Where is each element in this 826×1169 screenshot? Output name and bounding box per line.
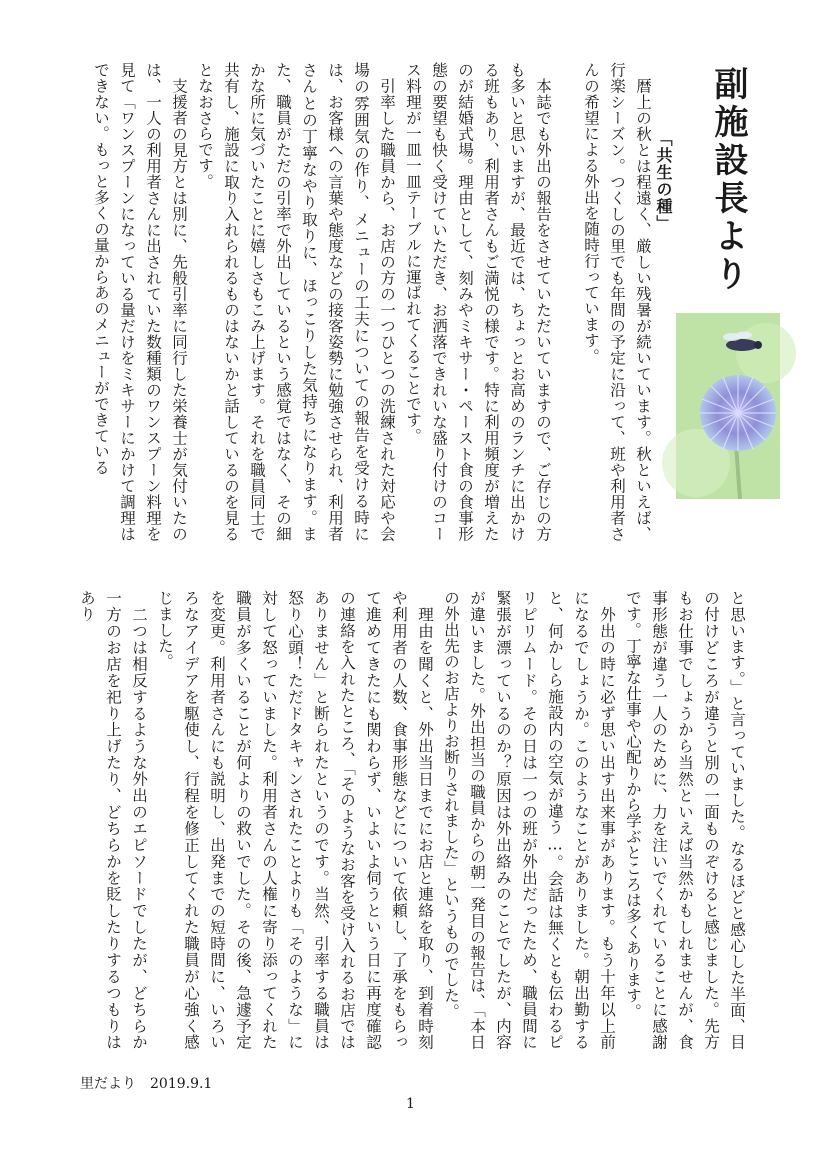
newsletter-footer: 里だより 2019.9.1 <box>80 1076 213 1092</box>
flower-bee-illustration <box>676 313 780 499</box>
main-text-top: 本誌でも外出の報告をさせていただいていますので、ご存じの方も多いと思いますが、最近では、ちょっとお高めのランチに出かける班もあり、利用者さんもご満悦の様です。特に利用頻度が増えたのが結婚式場。理由として、刻みやミキサー・ペースト食の食事形態の要望も快く受けていただき、お洒落できれいな盛り付けのコース料理が一皿一皿テーブルに運ばれてくることです。 引率した職員から、お店の方の一つひとつの洗練された対応や会場の雰囲気の作り、メニューの工夫についての報告を受ける時には、お客様への言葉や態度などの接客姿勢に勉強させられ、利用者さんとの丁寧なやり取りに、ほっこりした気持ちになります。また、職員がただの引率で外出しているという感覚ではなく、その細かな所に気づいたことに嬉しさもこみ上げます。それを職員同士で共有し、施設に取り入れられるものはないかと話しているのを見るとなおさらです。 支援者の見方とは別に、先般引率に同行した栄養士が気付いたのは、一人の利用者さんに出されていた数種類のワンスプーン料理を見て「ワンスプーンになっている量だけをミキサーにかけて調理はできない。もっと多くの量からあのメニューができている <box>92 62 552 542</box>
page-number: 1 <box>406 1096 415 1112</box>
thistle-flower <box>700 375 776 451</box>
page-title: 副施設長より <box>708 66 748 294</box>
main-text-bottom: と思います。」と言っていました。なるほどと感心した半面、目の付けどころが違うと別の一面ものぞけると感じました。先方もお仕事でしょうから当然といえば当然かもしれませんが、食事形態が違う一人のために、力を注いでくれていることに感謝です。丁寧な仕事や心配りから学ぶところは多くあります。 外出の時に必ず思い出す出来事があります。もう十年以上前になるでしょうか。このようなことがありました。朝出勤すると、何かしら施設内の空気が違う…。会話は無くとも伝わるピリピリムード。その日は一つの班が外出だったため、職員間に緊張が漂っているのか？原因は外出絡みのことでしたが、内容が違いました。外出担当の職員からの朝一発目の報告は、「本日の外出先のお店よりお断りされました」というものでした。 理由を聞くと、外出当日までにお店と連絡を取り、到着時刻や利用者の人数、食事形態などについて依頼し、了承をもらって進めてきたにも関わらず、いよいよ伺うという日に再度確認の連絡を入れたところ、「そのようなお客を受け入れるお店ではありません」と断られたというのです。当然、引率する職員は怒り心頭！ただドタキャンされたことよりも「そのような」に対して怒っていました。利用者さんの人権に寄り添ってくれた職員が多くいることが何よりの救いでした。その後、急遽予定を変更。利用者さんにも説明し、出発までの短時間に、いろいろなアイデアを駆使し、行程を修正してくれた職員が心強く感じました。 二つは相反するような外出のエピソードでしたが、どちらか一方のお店を祀り上げたり、どちらかを貶したりするつもりはあり <box>78 590 746 1050</box>
flower-photo <box>676 313 780 499</box>
intro-paragraph: 暦上の秋とは程遠く、厳しい残暑が続いています。秋といえば、行楽シーズン。つくしの里でも年間の予定に沿って、班や利用者さんの希望による外出を随時行っています。 <box>582 62 652 542</box>
column-subtitle: 「共生の種」 <box>654 130 673 232</box>
